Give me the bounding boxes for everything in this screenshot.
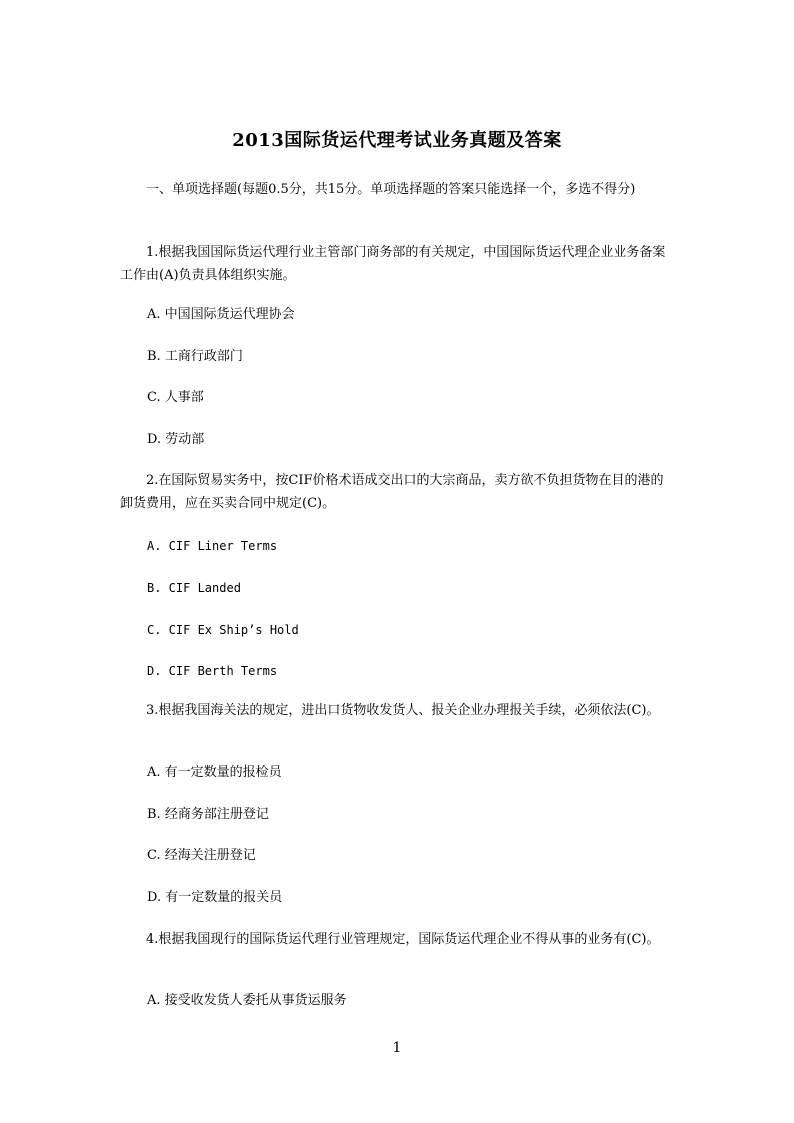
section-heading: 一、单项选择题(每题0.5分，共15分。单项选择题的答案只能选择一个，多选不得分)	[146, 182, 636, 197]
question-3-option-b: B. 经商务部注册登记	[147, 807, 269, 822]
question-3-stem: 3.根据我国海关法的规定，进出口货物收发货人、报关企业办理报关手续，必须依法(C)。	[146, 703, 660, 718]
question-1-option-a: A. 中国国际货运代理协会	[147, 307, 295, 322]
question-3-option-a: A. 有一定数量的报检员	[147, 765, 282, 780]
question-2-option-d: D. CIF Berth Terms	[147, 664, 278, 678]
question-2-option-b: B. CIF Landed	[147, 581, 241, 595]
question-1-option-b: B. 工商行政部门	[147, 349, 243, 364]
question-2-option-c: C. CIF Ex Ship’s Hold	[147, 623, 299, 637]
question-2-stem: 2.在国际贸易实务中，按CIF价格术语成交出口的大宗商品，卖方欲不负担货物在目的港的卸货费用，应在买卖合同中规定(C)。	[120, 473, 664, 511]
question-2-option-a: A. CIF Liner Terms	[147, 539, 278, 553]
question-4-option-a: A. 接受收发货人委托从事货运服务	[147, 993, 347, 1008]
question-3-option-d: D. 有一定数量的报关员	[147, 890, 283, 905]
page-number: 1	[392, 1040, 402, 1056]
page-title: 2013国际货运代理考试业务真题及答案	[232, 130, 562, 151]
question-1-option-d: D. 劳动部	[147, 432, 205, 447]
question-1-option-c: C. 人事部	[147, 390, 204, 405]
question-1-stem: 1.根据我国国际货运代理行业主管部门商务部的有关规定，中国国际货运代理企业业务备案工作由(A)负责具体组织实施。	[120, 245, 666, 283]
question-3-option-c: C. 经海关注册登记	[147, 848, 256, 863]
question-4-stem: 4.根据我国现行的国际货运代理行业管理规定，国际货运代理企业不得从事的业务有(C)。	[146, 932, 660, 947]
